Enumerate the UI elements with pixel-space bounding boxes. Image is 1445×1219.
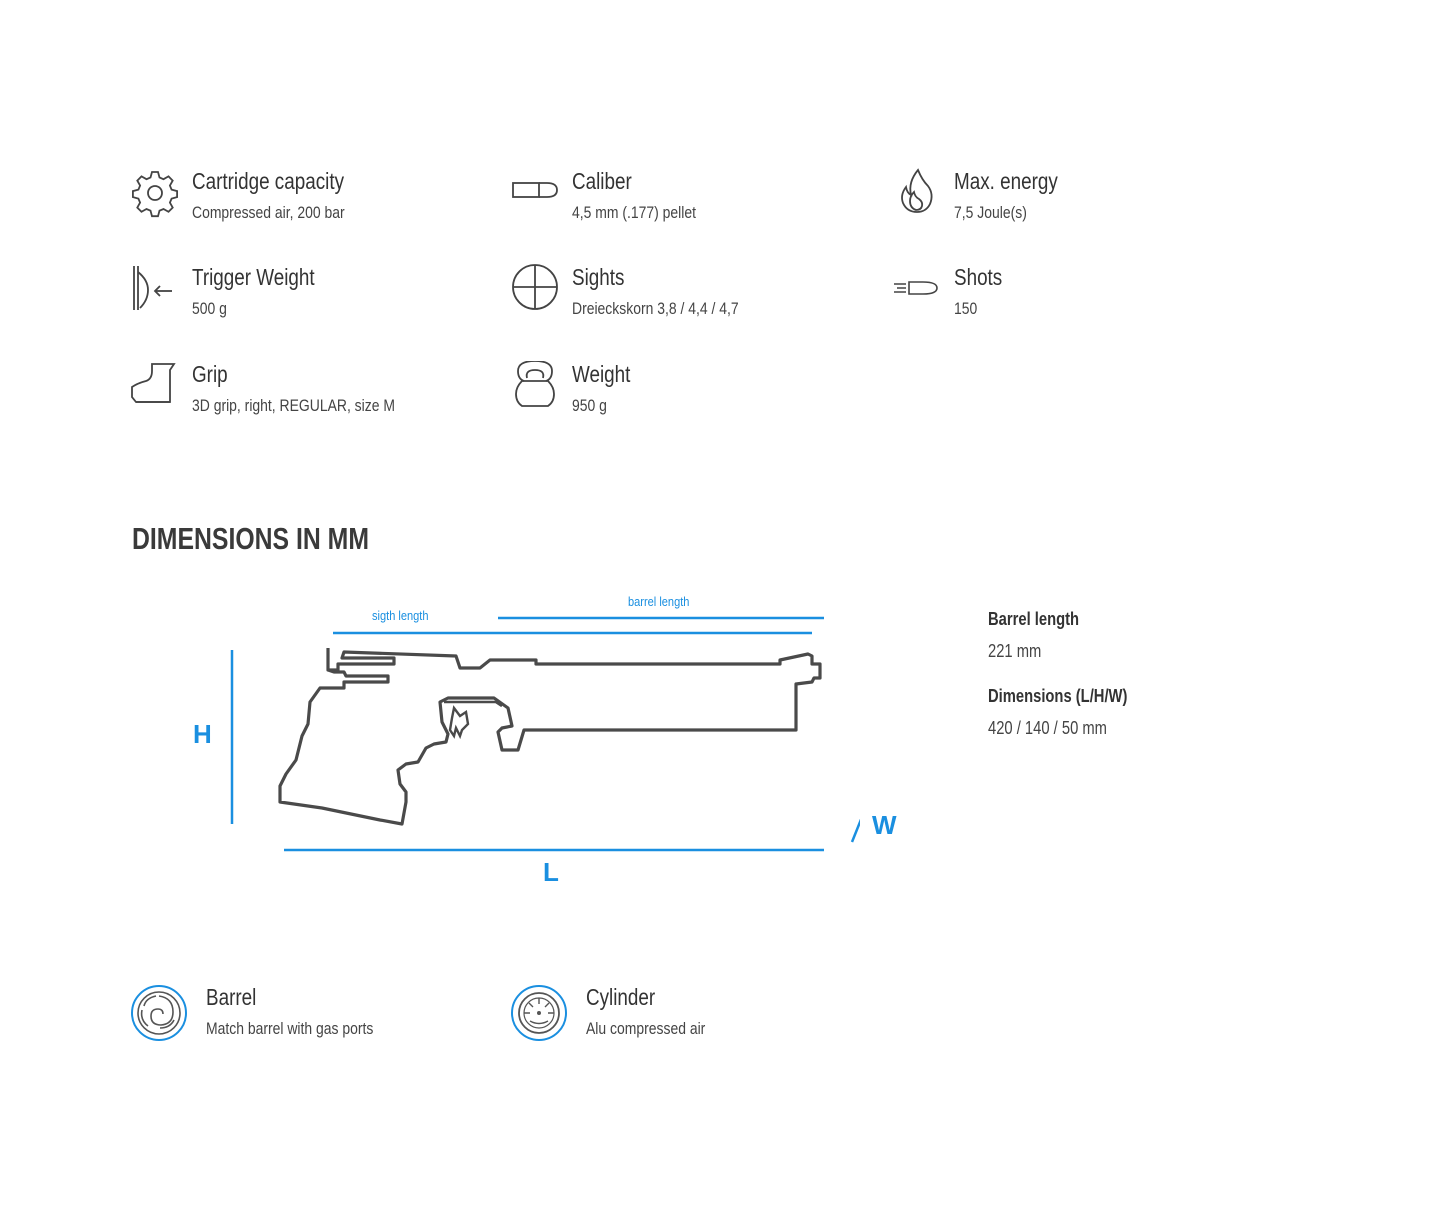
spec-value: 500 g [192, 299, 227, 318]
flying-bullet-icon [892, 264, 942, 314]
flame-icon [892, 168, 942, 218]
cylinder-gauge-icon [510, 984, 568, 1042]
spec-caliber [510, 168, 850, 238]
spec-max-energy [892, 168, 1232, 238]
spec-cartridge-capacity [130, 168, 470, 238]
pistol-dimension-diagram [180, 590, 860, 890]
grip-icon [130, 361, 180, 411]
trigger-detail [450, 708, 468, 736]
feature-label: Barrel [206, 984, 257, 1010]
pistol-outline [280, 648, 820, 824]
spec-label: Sights [572, 264, 625, 290]
trigger-icon [130, 264, 180, 314]
spec-value: 150 [954, 299, 978, 318]
feature-barrel [130, 984, 490, 1054]
feature-value: Alu compressed air [586, 1019, 706, 1038]
spec-value: 3D grip, right, REGULAR, size M [192, 396, 395, 415]
spec-label: Caliber [572, 168, 632, 194]
kettlebell-icon [510, 361, 560, 411]
dimensions-value: 420 / 140 / 50 mm [988, 718, 1107, 738]
feature-value: Match barrel with gas ports [206, 1019, 374, 1038]
spec-label: Cartridge capacity [192, 168, 344, 194]
section-title-dimensions: DIMENSIONS IN MM [132, 521, 369, 556]
width-letter: W [872, 810, 897, 840]
spec-label: Trigger Weight [192, 264, 315, 290]
spec-value: 7,5 Joule(s) [954, 203, 1027, 222]
trigger-guard-detail [444, 702, 502, 706]
spec-weight [510, 361, 850, 431]
barrel-length-key: Barrel length [988, 609, 1080, 629]
crosshair-icon [510, 264, 560, 314]
spec-value: 4,5 mm (.177) pellet [572, 203, 696, 222]
dimensions-key: Dimensions (L/H/W) [988, 686, 1128, 706]
feature-cylinder [510, 984, 870, 1054]
length-letter: L [543, 857, 559, 887]
width-slash [852, 802, 860, 842]
barrel-length-value: 221 mm [988, 641, 1042, 661]
spec-value: Compressed air, 200 bar [192, 203, 345, 222]
spec-grip [130, 361, 470, 431]
feature-label: Cylinder [586, 984, 656, 1010]
bullet-icon [510, 168, 560, 218]
spec-sights [510, 264, 850, 334]
spec-label: Grip [192, 361, 228, 387]
spec-label: Max. energy [954, 168, 1058, 194]
height-letter: H [193, 719, 212, 749]
gear-icon [130, 168, 180, 218]
barrel-length-label: barrel length [628, 594, 690, 609]
spec-trigger-weight [130, 264, 470, 334]
barrel-rifling-icon [130, 984, 188, 1042]
spec-shots [892, 264, 1232, 334]
sight-length-label: sigth length [372, 608, 429, 623]
spec-label: Shots [954, 264, 1003, 290]
spec-value: 950 g [572, 396, 607, 415]
spec-label: Weight [572, 361, 631, 387]
spec-value: Dreieckskorn 3,8 / 4,4 / 4,7 [572, 299, 739, 318]
